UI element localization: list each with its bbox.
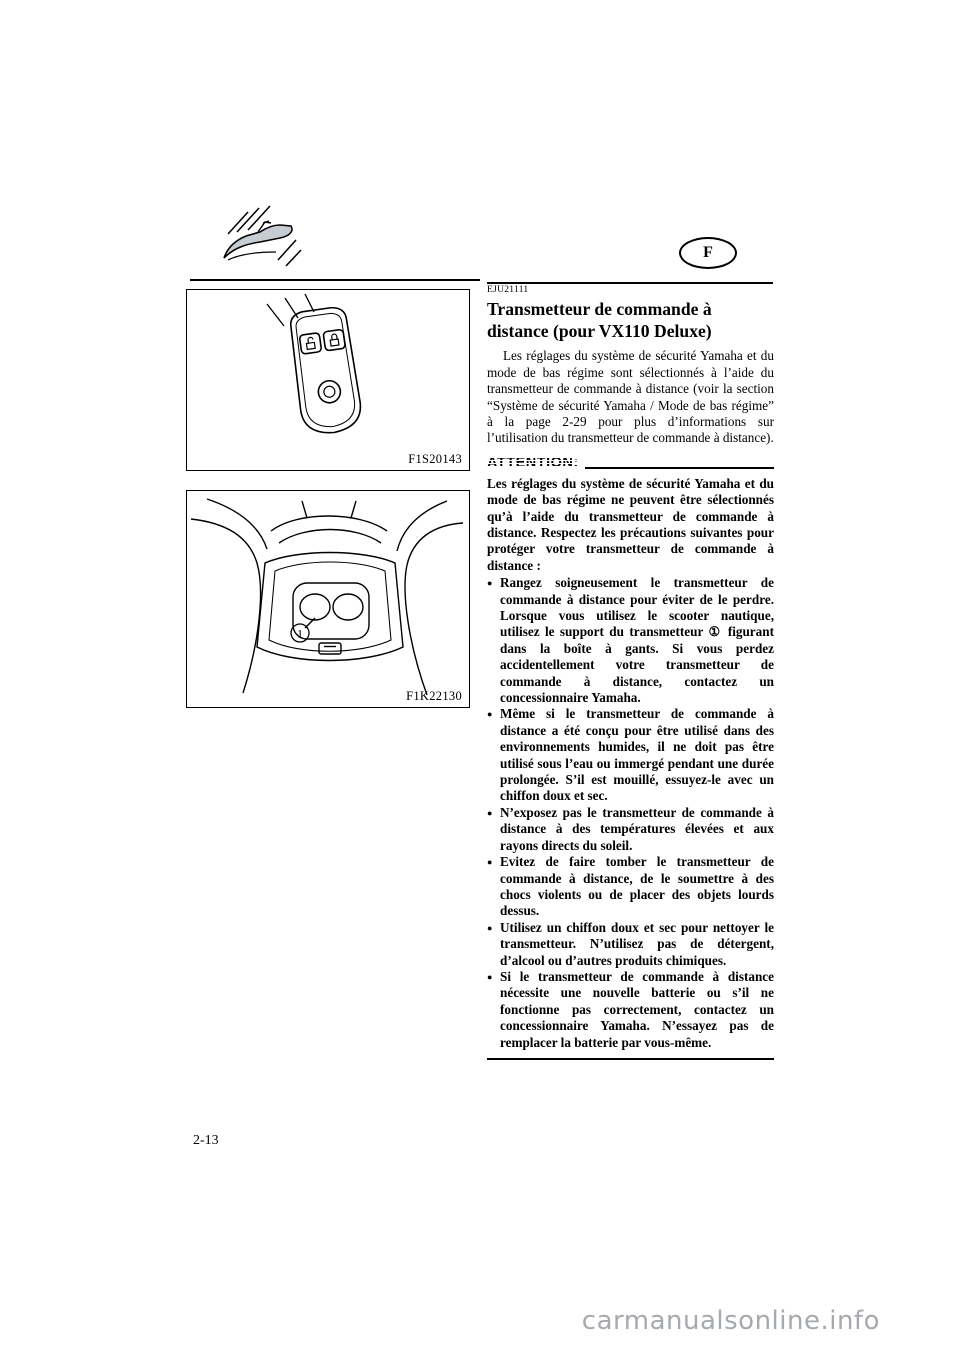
article-column	[487, 285, 774, 1060]
caution-bullet	[487, 575, 774, 706]
caution-header-rule	[585, 467, 774, 469]
page-number: 2-13	[193, 1133, 219, 1148]
caution-bullet-text: Même si le transmetteur de commande à distance a été conçu pour être utilisé dans des environnements humides, il ne doit pas être utilisé sous l’eau ou immergé pendant une durée prolongée. S’il est mouillé, essuyez-le avec un chiffon doux et sec.	[500, 706, 774, 804]
figure2-part-marker: 1	[297, 626, 303, 641]
glove-box-drawing	[187, 491, 467, 705]
caution-body	[487, 476, 774, 1060]
caution-bullet-text: Evitez de faire tomber le transmetteur de commande à distance, de le soumettre à des chocs violents ou de placer des objets lourds dessus.	[500, 854, 774, 919]
bullet-marker: ●	[487, 922, 493, 933]
article-code: EJU21111	[487, 285, 529, 295]
caution-label: ATTENTION:	[487, 455, 585, 472]
language-badge-label: F	[703, 244, 713, 261]
remote-transmitter-drawing	[187, 290, 467, 468]
figure1-caption: F1S20143	[408, 452, 462, 466]
figure-glove-box	[186, 490, 470, 708]
language-badge	[679, 237, 737, 269]
caution-bullet-text: Rangez soigneusement le transmetteur de commande à distance pour éviter de le perdre. Lorsque vous utilisez le scooter nautique, utilisez le support du transmetteur ① figurant dans la boîte à gants. Si vous perdez accidentellement votre transmetteur de commande à distance, contactez un concessionnaire Yamaha.	[500, 575, 774, 706]
header-rule-left	[190, 279, 480, 281]
bullet-marker: ●	[487, 857, 493, 868]
bullet-marker: ●	[487, 807, 493, 818]
article-title: Transmetteur de commande à distance (pour VX110 Deluxe)	[487, 299, 712, 342]
bullet-marker: ●	[487, 578, 493, 589]
caution-bullet-text: Si le transmetteur de commande à distance nécessite une nouvelle batterie ou s’il ne fonctionne pas correctement, contactez un concessionnaire Yamaha. N’essayez pas de remplacer la batterie par vous-même.	[500, 968, 774, 1050]
watermark: carmanualsonline.info	[581, 1306, 880, 1336]
caution-bullet-text: Utilisez un chiffon doux et sec pour nettoyer le transmetteur. N’utilisez pas de détergent, d’alcool ou d’autres produits chimiques.	[500, 919, 774, 968]
caution-bullet-text: N’exposez pas le transmetteur de commande à distance à des températures élevées et aux rayons directs du soleil.	[500, 804, 774, 853]
caution-bullet	[487, 805, 774, 854]
bullet-marker: ●	[487, 971, 493, 982]
caution-bullet-list	[487, 575, 774, 1051]
bullet-marker: ●	[487, 709, 493, 720]
caution-bullet	[487, 854, 774, 920]
caution-bullet	[487, 969, 774, 1051]
caution-header	[487, 453, 774, 472]
article-intro: Les réglages du système de sécurité Yamaha et du mode de bas régime sont sélectionnés à l’aide du transmetteur de commande à distance (voir la section “Système de sécurité Yamaha / Mode de bas régime” à la page 2-29 pour plus d’informations sur l’utilisation du transmetteur de commande à distance).	[487, 348, 774, 446]
watercraft-icon	[218, 200, 302, 276]
figure2-caption: F1K22130	[406, 689, 462, 703]
figure-remote-transmitter	[186, 289, 470, 471]
caution-bullet	[487, 706, 774, 804]
caution-bullet	[487, 920, 774, 969]
caution-intro: Les réglages du système de sécurité Yamaha et du mode de bas régime ne peuvent être sélectionnés qu’à l’aide du transmetteur de commande à distance. Respectez les précautions suivantes pour protéger votre transmetteur de commande à distance :	[487, 475, 774, 573]
